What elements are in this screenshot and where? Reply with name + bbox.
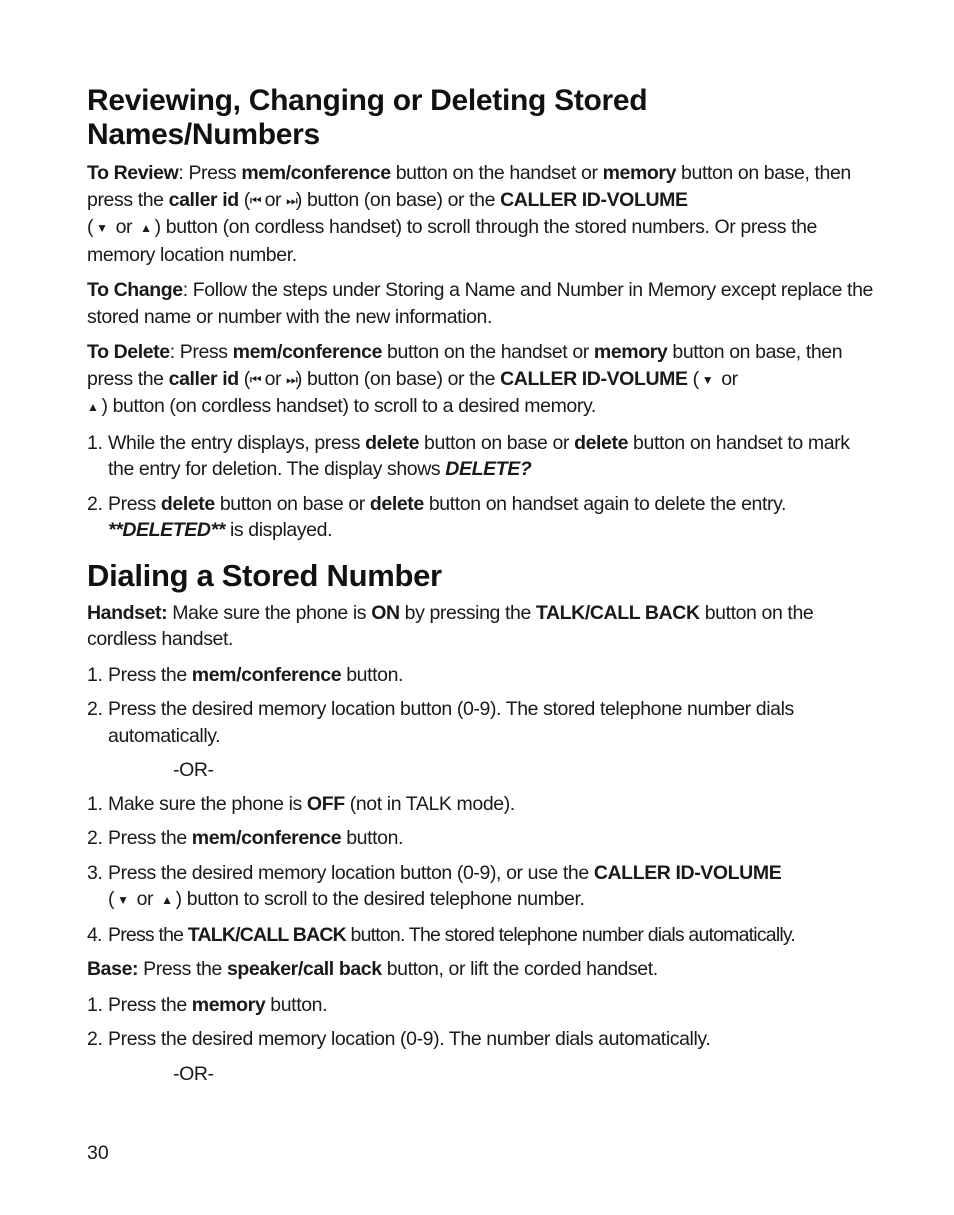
text: or: [716, 367, 738, 390]
text: ) button (on cordless handset) to scroll to a desired memory.: [101, 395, 596, 417]
up-arrow-icon: ▲: [140, 221, 152, 235]
list-number: 1.: [87, 663, 103, 686]
text: is displayed.: [224, 519, 333, 541]
list-number: 1.: [87, 993, 103, 1016]
down-arrow-icon: ▼: [701, 372, 714, 387]
list-item: [87, 662, 877, 689]
button-name: delete: [365, 431, 420, 454]
list-number: 2.: [87, 492, 103, 515]
text: or: [110, 216, 138, 238]
text: Press the desired memory location (0-9). The number dials automatically.: [108, 1028, 711, 1050]
text: button on the handset or: [390, 162, 603, 184]
text: (: [87, 216, 94, 238]
label-to-change: To Change: [87, 279, 183, 301]
list-item: [87, 430, 877, 483]
list-item: [87, 1026, 877, 1053]
text: : Press: [169, 341, 233, 363]
button-name: mem/conference: [241, 162, 391, 184]
text: button on base or: [214, 492, 370, 515]
text: Press the: [108, 923, 188, 946]
button-name: ON: [371, 601, 400, 624]
button-name: caller id: [168, 367, 239, 390]
text: (: [238, 367, 250, 390]
list-item: [87, 860, 877, 914]
text: button on the handset or: [382, 341, 594, 363]
text: button on base, then press the: [87, 162, 851, 211]
button-name: OFF: [306, 792, 345, 815]
label-handset: Handset:: [87, 601, 168, 624]
list-number: 2.: [87, 827, 103, 849]
label-base: Base:: [87, 958, 139, 980]
list-number: 2.: [87, 1028, 103, 1050]
list-number: 1.: [87, 431, 103, 454]
skip-back-icon: ⏮: [249, 371, 260, 387]
text: or: [259, 367, 287, 390]
button-name: mem/conference: [232, 341, 383, 363]
button-name: caller id: [168, 188, 239, 211]
label-to-delete: To Delete: [87, 341, 170, 363]
text: or: [259, 188, 287, 211]
page-number: 30: [87, 1142, 109, 1164]
button-name: TALK/CALL BACK: [535, 601, 700, 624]
button-name: delete: [160, 492, 215, 515]
text: button. The stored telephone number dials automatically.: [345, 923, 795, 946]
display-message: **DELETED**: [108, 519, 225, 541]
skip-back-icon: ⏮: [249, 192, 260, 208]
button-name: memory: [593, 341, 668, 363]
section-title-dialing: Dialing a Stored Number: [87, 557, 442, 593]
text: button.: [265, 993, 328, 1016]
list-number: 1.: [87, 792, 103, 815]
paragraph-to-delete: [87, 339, 877, 421]
text: Press the: [138, 958, 227, 980]
text: button on base, then press the: [87, 341, 843, 390]
list-item: [87, 825, 877, 852]
text: button on handset again to delete the entry.: [423, 492, 787, 515]
text: Press: [108, 492, 161, 515]
skip-forward-icon: ⏭: [286, 192, 296, 208]
text: Press the: [108, 663, 192, 686]
text: Press the: [108, 993, 192, 1016]
or-separator: -OR-: [173, 1062, 214, 1085]
paragraph-base: [87, 956, 877, 983]
display-message: DELETE?: [445, 458, 532, 480]
text: button on the cordless handset.: [87, 601, 814, 650]
skip-forward-icon: ⏭: [286, 371, 296, 387]
text: Make sure the phone is: [108, 792, 307, 815]
button-name: mem/conference: [191, 663, 342, 686]
button-name: CALLER ID-VOLUME: [593, 861, 782, 884]
list-item: [87, 791, 877, 818]
text: ) button (on base) or the: [295, 367, 501, 390]
text: : Press: [178, 162, 242, 184]
button-name: CALLER ID-VOLUME: [500, 367, 688, 390]
list-number: 2.: [87, 698, 103, 720]
text: button.: [341, 827, 404, 849]
button-name: memory: [191, 993, 266, 1016]
button-name: memory: [602, 162, 677, 184]
list-item: [87, 696, 877, 749]
text: (: [687, 367, 699, 390]
manual-page: [87, 84, 877, 1094]
text: (: [108, 888, 115, 910]
list-number: 4.: [87, 923, 102, 946]
up-arrow-icon: ▲: [87, 400, 99, 414]
text: button.: [341, 663, 404, 686]
text: Make sure the phone is: [167, 601, 372, 624]
text: (not in TALK mode).: [344, 792, 515, 815]
text: While the entry displays, press: [108, 431, 366, 454]
down-arrow-icon: ▼: [96, 221, 108, 235]
text: : Follow the steps under Storing a Name and Number in Memory except replace the stored name or number with the new information.: [87, 279, 873, 328]
button-name: TALK/CALL BACK: [187, 923, 346, 946]
button-name: CALLER ID-VOLUME: [500, 188, 688, 211]
text: Press the: [108, 827, 192, 849]
paragraph-to-change: [87, 277, 877, 330]
list-item: [87, 491, 877, 544]
list-number: 3.: [87, 861, 103, 884]
text: ) button (on cordless handset) to scroll through the stored numbers. Or press the memory location number.: [87, 216, 818, 266]
text: Press the desired memory location button (0-9). The stored telephone number dials automatically.: [108, 698, 794, 747]
text: button on base or: [419, 431, 575, 454]
text: button, or lift the corded handset.: [381, 958, 658, 980]
down-arrow-icon: ▼: [117, 893, 129, 907]
paragraph-to-review: [87, 160, 877, 268]
button-name: delete: [574, 431, 629, 454]
section-title-reviewing: Reviewing, Changing or Deleting Stored Names/Numbers: [87, 84, 648, 151]
text: ) button (on base) or the: [295, 188, 501, 211]
or-separator: -OR-: [173, 759, 214, 781]
label-to-review: To Review: [87, 162, 179, 184]
text: by pressing the: [399, 601, 536, 624]
list-item: [87, 992, 877, 1019]
up-arrow-icon: ▲: [161, 893, 173, 907]
text: (: [238, 188, 250, 211]
text: button on handset to mark the entry for deletion. The display shows: [108, 431, 850, 480]
button-name: mem/conference: [191, 827, 342, 849]
text: Press the desired memory location button (0-9), or use the: [108, 861, 594, 884]
button-name: delete: [369, 492, 424, 515]
text: or: [131, 888, 159, 910]
list-item: [87, 922, 877, 949]
paragraph-handset: [87, 600, 877, 653]
button-name: speaker/call back: [226, 958, 382, 980]
text: ) button to scroll to the desired telephone number.: [175, 888, 585, 910]
